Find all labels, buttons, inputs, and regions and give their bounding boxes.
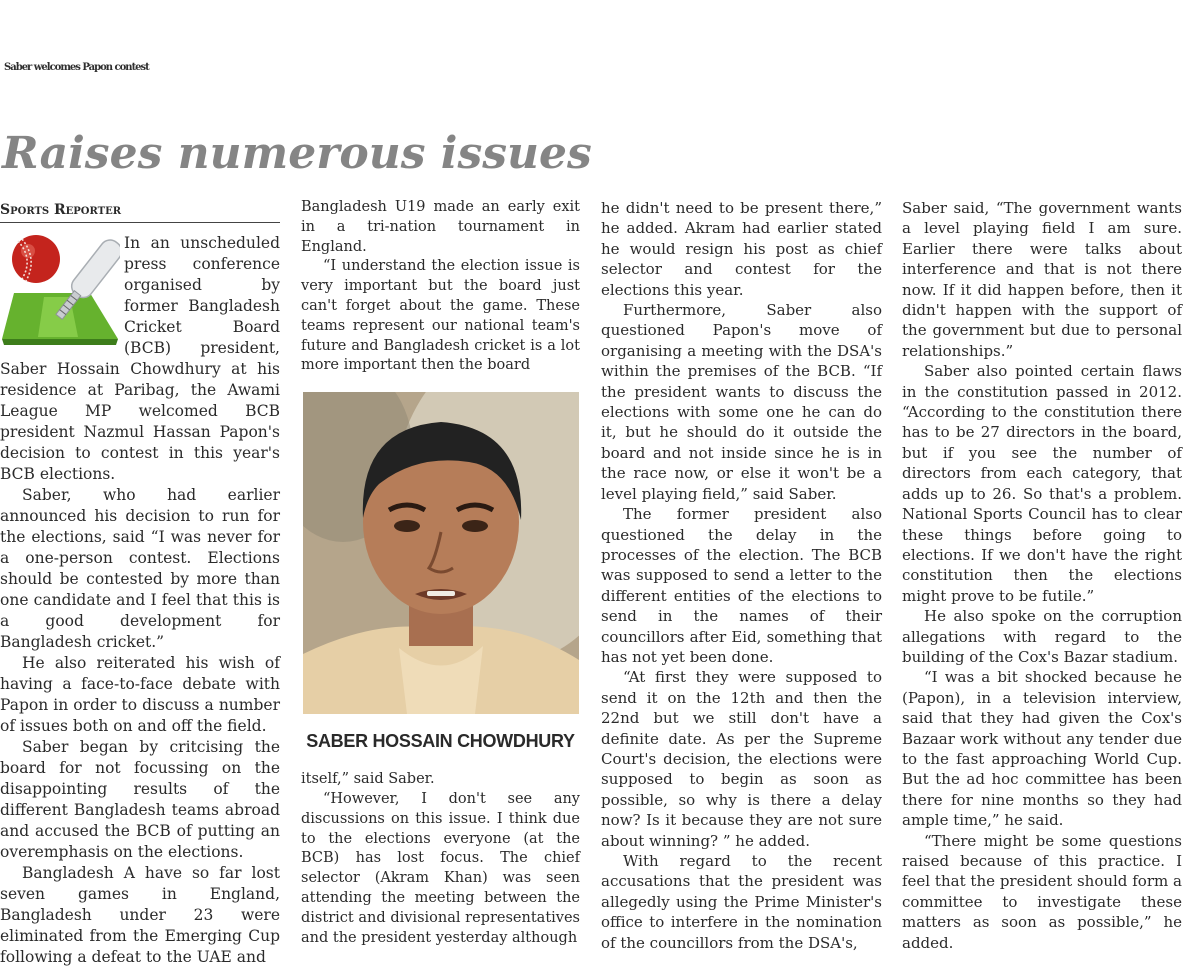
paragraph: Saber began by critcising the board for not focussing on the disappointing results of the different Bangladesh teams abroad and accused the BCB of putting an overemphasis on the elections. bbox=[0, 738, 280, 861]
paragraph: “However, I don't see any discussions on this issue. I think due to the elections everyone (at the BCB) has lost focus. The chief selector (Akram Khan) was seen attending the meeting between the district and divisional representatives and the president yesterday although bbox=[301, 790, 580, 946]
paragraph: He also reiterated his wish of having a face-to-face debate with Papon in order to discuss a number of issues both on and off the field. bbox=[0, 654, 280, 735]
paragraph: Furthermore, Saber also questioned Papon's move of organising a meeting with the DSA's within the premises of the BCB. “If the president wants to discuss the elections with some one he can do it, but he should do it outside the board and not inside since he is in the race now, or else it won't be a level playing field,” said Saber. bbox=[601, 301, 882, 503]
column-4 bbox=[902, 198, 1182, 953]
paragraph: “I was a bit shocked because he (Papon), in a television interview, said that they had given the Cox's Bazaar work without any tender due to the fast approaching World Cup. But the ad hoc committee has been there for nine months so they had ample time,” he said. bbox=[902, 668, 1182, 830]
paragraph: Saber, who had earlier announced his decision to run for the elections, said “I was never for a one-person contest. Elections should be contested by more than one candidate and I feel that this is a good development for Bangladesh cricket.” bbox=[0, 486, 280, 651]
paragraph: “At first they were supposed to send it on the 12th and then the 22nd but we still don't have a definite date. As per the Supreme Court's decision, the elections were supposed to begin as soon as possible, so why is there a delay now? Is it because they are not sure about winning? ” he added. bbox=[601, 668, 882, 850]
paragraph: he didn't need to be present there,” he added. Akram had earlier stated he would resign his post as chief selector and contest for the elections this year. bbox=[601, 199, 882, 299]
paragraph: itself,” said Saber. bbox=[301, 771, 435, 788]
portrait-photo bbox=[303, 392, 579, 714]
photo-caption: SABER HOSSAIN CHOWDHURY bbox=[306, 731, 575, 752]
byline: Sports Reporter bbox=[0, 198, 280, 223]
subheadline: Raises numerous issues bbox=[2, 128, 592, 179]
paragraph: Bangladesh A have so far lost seven games in England, Bangladesh under 23 were eliminated from the Emerging Cup following a defeat to the UAE and bbox=[0, 864, 280, 966]
column-3 bbox=[601, 198, 882, 953]
paragraph: The former president also questioned the delay in the processes of the election. The BCB was supposed to send a letter to the different entities of the elections to send in the names of their councillors after Eid, something that has not yet been done. bbox=[601, 505, 882, 666]
paragraph: Saber also pointed certain flaws in the constitution passed in 2012. “According to the constitution there has to be 27 directors in the board, but if you see the number of directors from each category, that adds up to 26. So that's a problem. National Sports Council has to clear these things before going to elections. If we don't have the right constitution then the elections might prove to be futile.” bbox=[902, 362, 1182, 605]
column-2 bbox=[301, 198, 580, 948]
paragraph: Bangladesh U19 made an early exit in a tri-nation tournament in England. bbox=[301, 199, 580, 255]
column-1 bbox=[0, 198, 280, 968]
cricket-ball-bat-icon bbox=[0, 233, 120, 349]
headline: Saber welcomes Papon contest bbox=[4, 62, 149, 73]
paragraph: Saber said, “The government wants a level playing field I am sure. Earlier there were talks about interference and that is not there now. If it did happen before, then it didn't happen with the support of the government but due to personal relationships.” bbox=[902, 199, 1182, 360]
paragraph: With regard to the recent accusations that the president was allegedly using the Prime Minister's office to interfere in the nomination of the councillors from the DSA's, bbox=[601, 852, 882, 952]
paragraph: “I understand the election issue is very important but the board just can't forget about the game. These teams represent our national team's future and Bangladesh cricket is a lot more important then the board bbox=[301, 258, 580, 374]
paragraph: He also spoke on the corruption allegations with regard to the building of the Cox's Bazar stadium. bbox=[902, 607, 1182, 666]
paragraph: “There might be some questions raised because of this practice. I feel that the president should form a committee to investigate these matters as soon as possible,” he added. bbox=[902, 831, 1182, 952]
paragraph: In an unscheduled press conference organised by former Bangladesh Cricket Board (BCB) president, Saber Hossain Chowdhury at his residence at Paribag, the Awami League MP welcomed BCB president Nazmul Hassan Papon's decision to contest in this year's BCB elections. bbox=[0, 234, 280, 483]
